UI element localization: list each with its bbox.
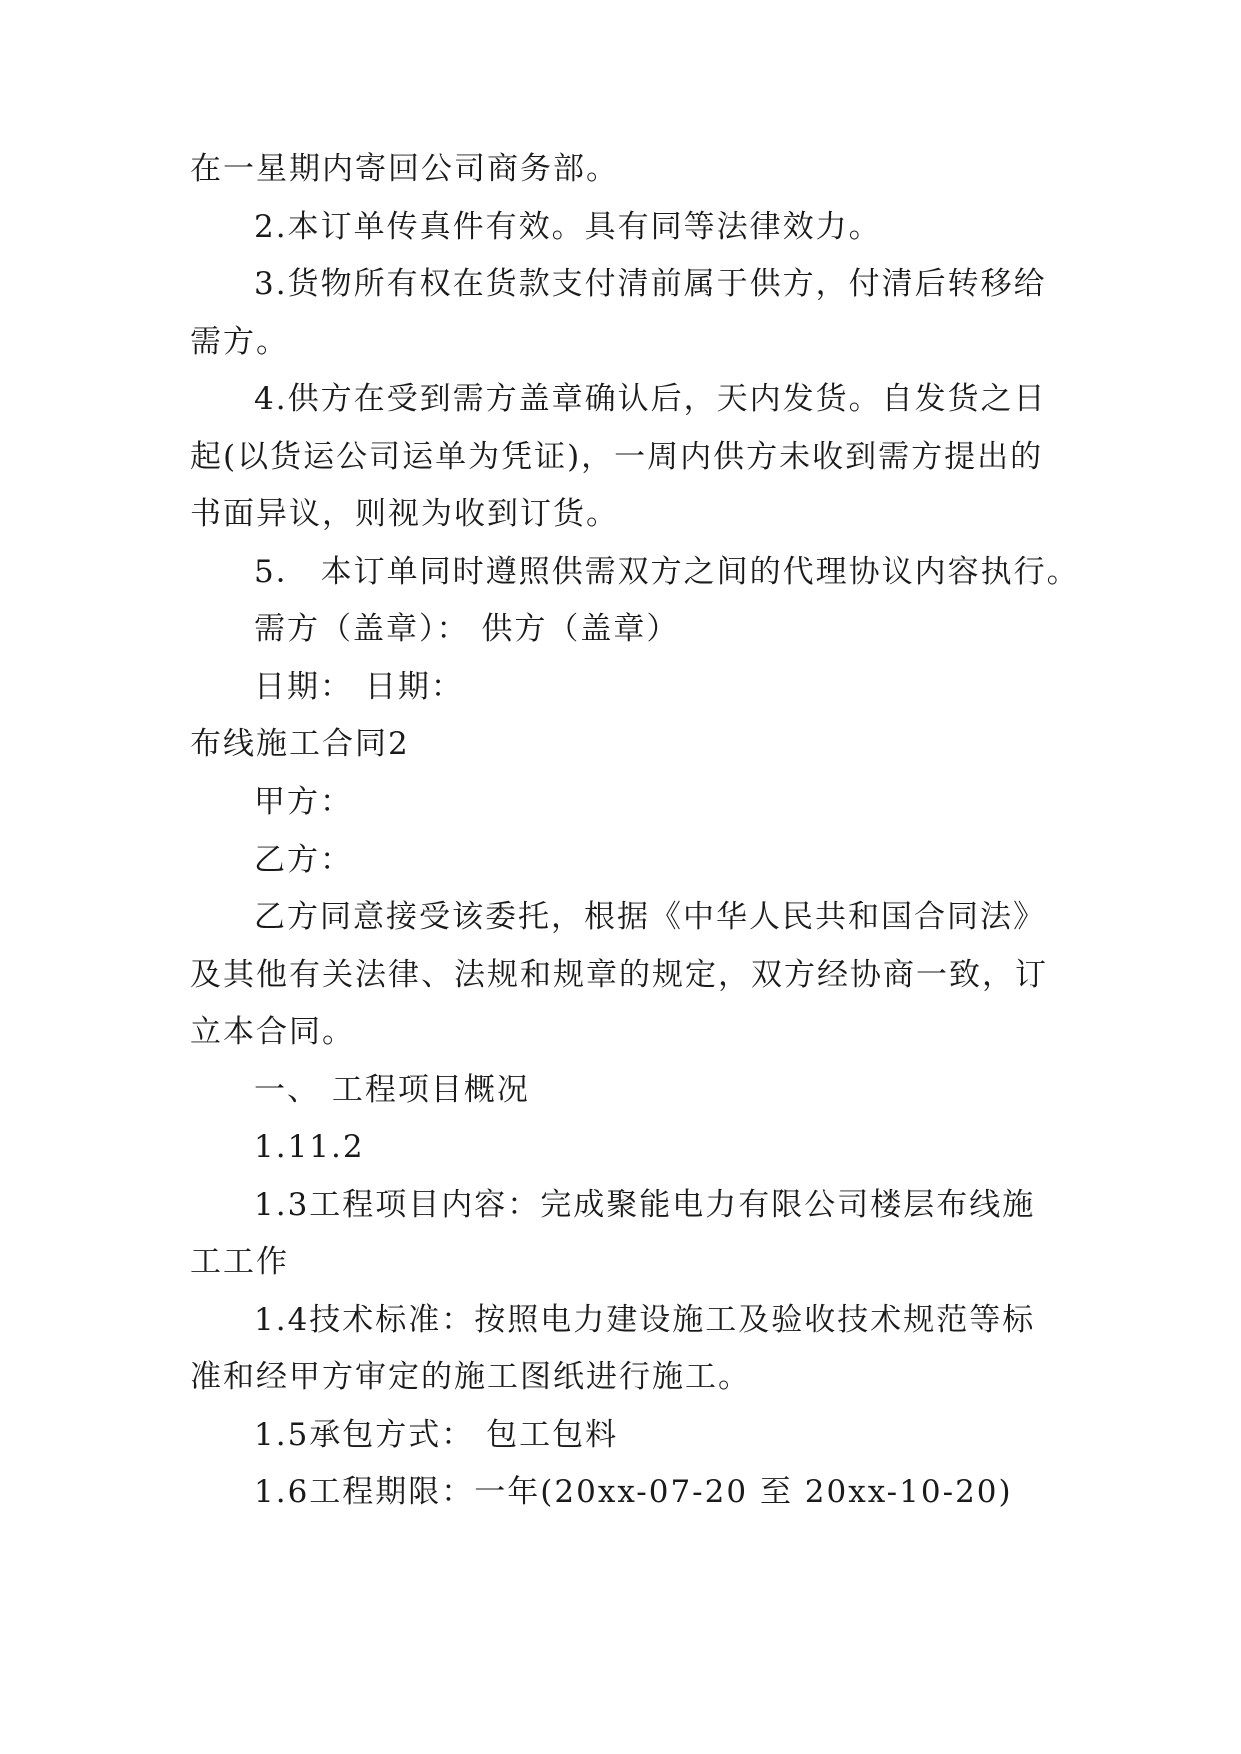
text-line: 1.6工程期限：一年(20xx-07-20 至 20xx-10-20) bbox=[254, 1474, 1013, 1510]
party-a-line: 甲方： bbox=[254, 784, 353, 820]
text-line: 在一星期内寄回公司商务部。 bbox=[190, 151, 619, 187]
party-b-line: 乙方： bbox=[254, 842, 353, 878]
signature-line: 需方（盖章）： 供方（盖章） bbox=[254, 611, 680, 647]
text-line: 乙方同意接受该委托，根据《中华人民共和国合同法》 bbox=[254, 899, 1046, 935]
text-line: 立本合同。 bbox=[190, 1014, 355, 1050]
heading-line: 一、 工程项目概况 bbox=[254, 1072, 530, 1108]
text-line: 5． 本订单同时遵照供需双方之间的代理协议内容执行。 bbox=[254, 554, 1080, 590]
text-line: 1.4技术标准：按照电力建设施工及验收技术规范等标 bbox=[254, 1302, 1036, 1338]
text-line: 2.本订单传真件有效。具有同等法律效力。 bbox=[254, 209, 882, 245]
text-line: 1.5承包方式： 包工包料 bbox=[254, 1417, 619, 1453]
section-title: 布线施工合同2 bbox=[190, 726, 410, 762]
text-line: 工工作 bbox=[190, 1244, 289, 1280]
text-line: 4.供方在受到需方盖章确认后，天内发货。自发货之日 bbox=[254, 381, 1047, 417]
text-line: 3.货物所有权在货款支付清前属于供方，付清后转移给 bbox=[254, 266, 1047, 302]
date-line: 日期： 日期： bbox=[254, 669, 464, 705]
text-line: 1.11.2 bbox=[254, 1129, 365, 1165]
text-line: 需方。 bbox=[190, 324, 289, 360]
text-line: 准和经甲方审定的施工图纸进行施工。 bbox=[190, 1359, 751, 1395]
text-line: 1.3工程项目内容：完成聚能电力有限公司楼层布线施 bbox=[254, 1187, 1036, 1223]
text-line: 起(以货运公司运单为凭证)，一周内供方未收到需方提出的 bbox=[190, 439, 1044, 475]
text-line: 及其他有关法律、法规和规章的规定，双方经协商一致，订 bbox=[190, 957, 1048, 993]
text-line: 书面异议，则视为收到订货。 bbox=[190, 496, 619, 532]
